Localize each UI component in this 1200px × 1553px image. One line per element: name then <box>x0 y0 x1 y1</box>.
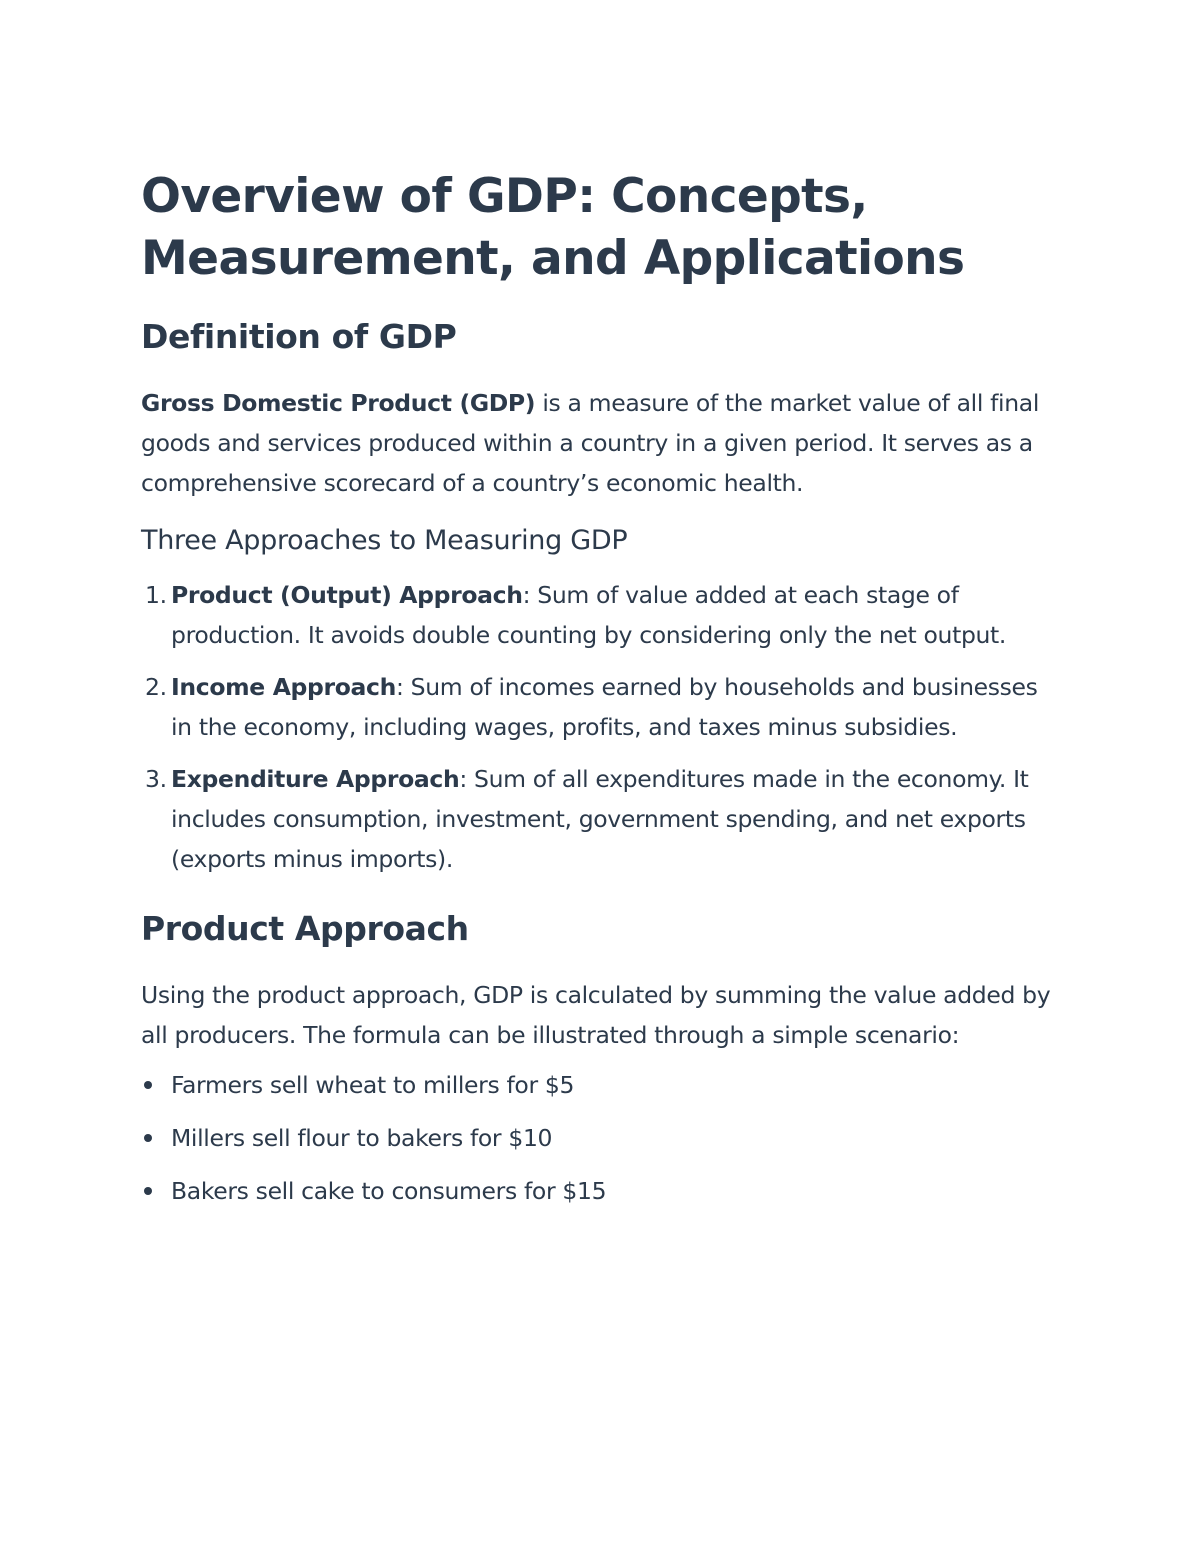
list-item <box>141 1171 1061 1211</box>
approach-item-income <box>141 667 1061 747</box>
definition-term: Gross Domestic Product (GDP) <box>141 389 536 417</box>
scenario-list <box>141 1065 1061 1211</box>
product-approach-paragraph: Using the product approach, GDP is calculated by summing the value added by all producers. The formula can be illustrated through a simple scenario: <box>141 981 1051 1049</box>
list-number: 2. <box>145 673 167 701</box>
bullet-text: Millers sell flour to bakers for $10 <box>171 1124 553 1152</box>
bullet-icon <box>144 1187 152 1195</box>
list-item <box>141 1065 1061 1105</box>
bullet-text: Farmers sell wheat to millers for $5 <box>171 1071 575 1099</box>
bullet-icon <box>144 1081 152 1089</box>
page-title: Overview of GDP: Concepts, Measurement, and Applications <box>141 169 965 286</box>
approach-text: : Sum of value added at each stage of production. It avoids double counting by considering only the net output. <box>171 581 1007 649</box>
approaches-heading: Three Approaches to Measuring GDP <box>141 525 628 556</box>
list-item <box>141 1118 1061 1158</box>
approach-text: : Sum of all expenditures made in the economy. It includes consumption, investment, government spending, and net exports (exports minus imports). <box>171 765 1029 873</box>
approach-item-expenditure <box>141 759 1061 879</box>
approach-term: Product (Output) Approach <box>171 581 523 609</box>
document-page <box>141 166 1061 1224</box>
bullet-text: Bakers sell cake to consumers for $15 <box>171 1177 607 1205</box>
definition-heading: Definition of GDP <box>141 317 457 356</box>
list-number: 1. <box>145 581 167 609</box>
approach-item-product <box>141 575 1061 655</box>
approach-text: : Sum of incomes earned by households and businesses in the economy, including wages, profits, and taxes minus subsidies. <box>171 673 1038 741</box>
bullet-icon <box>144 1134 152 1142</box>
definition-text: is a measure of the market value of all final goods and services produced within a country in a given period. It serves as a comprehensive scorecard of a country’s economic health. <box>141 389 1040 497</box>
definition-paragraph <box>141 383 1061 503</box>
list-number: 3. <box>145 765 167 793</box>
approach-term: Income Approach <box>171 673 396 701</box>
approach-term: Expenditure Approach <box>171 765 460 793</box>
product-approach-heading: Product Approach <box>141 909 469 948</box>
approaches-list <box>141 575 1061 879</box>
